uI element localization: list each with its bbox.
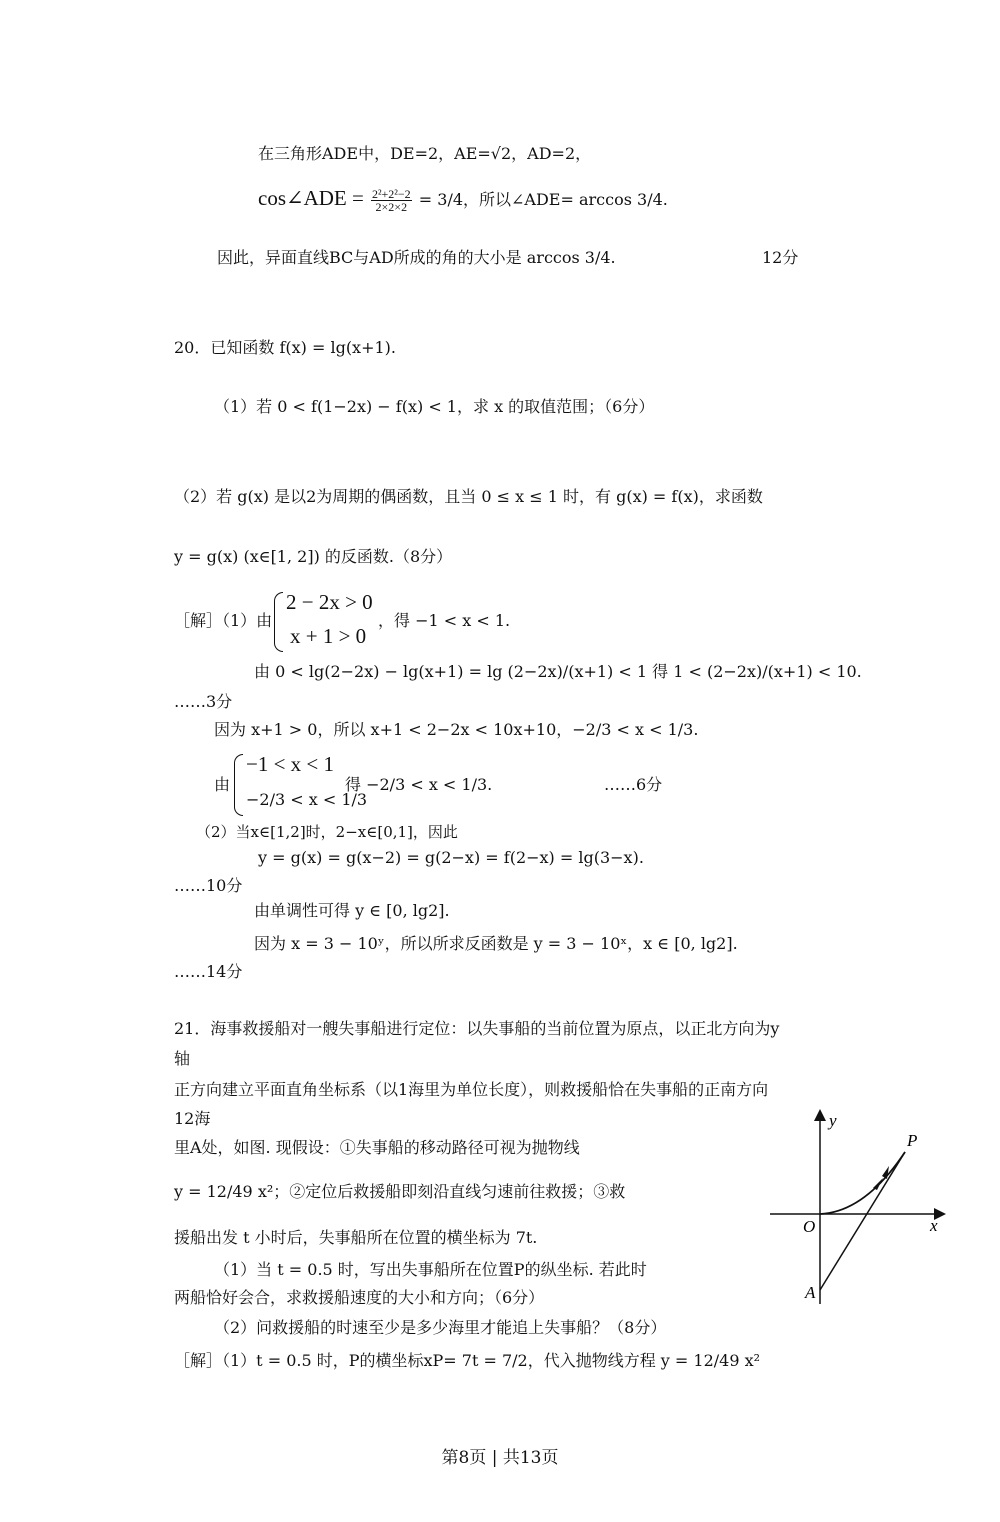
system-eq: −1 < x < 1 [246, 752, 335, 776]
formula: = 3/4，所以∠ADE= arccos 3/4. [418, 190, 668, 209]
text-line: （1）若 0 < f(1−2x) − f(x) < 1，求 x 的取值范围；（6分） [214, 397, 655, 416]
system-eq: x + 1 > 0 [290, 624, 367, 648]
score: ……6分 [604, 775, 663, 794]
coordinate-figure [765, 1108, 955, 1308]
page-footer: 第8页 | 共13页 [441, 1448, 559, 1468]
parabola-curve [820, 1152, 905, 1214]
text-line: ［解］（1）由 [174, 611, 273, 630]
text-line: ，得 −1 < x < 1. [378, 611, 511, 630]
system-eq: −2/3 < x < 1/3 [246, 790, 368, 809]
point-a-label: A [805, 1283, 816, 1302]
origin-label: O [803, 1217, 816, 1236]
score: ……14分 [174, 962, 243, 981]
text-line: y = g(x) (x∈[1, 2]) 的反函数.（8分） [174, 547, 453, 566]
formula: cos∠ADE = [258, 186, 364, 210]
problem-title: 20．已知函数 f(x) = lg(x+1). [174, 338, 396, 357]
text-line: 由 [214, 775, 231, 794]
text-line: （2）若 g(x) 是以2为周期的偶函数，且当 0 ≤ x ≤ 1 时，有 g(x) = f(x)，求函数 [174, 487, 763, 506]
score: ……10分 [174, 876, 243, 895]
text-line: y = g(x) = g(x−2) = g(2−x) = f(2−x) = lg(3−x). [258, 848, 644, 867]
text-line: 援船出发 t 小时后，失事船所在位置的横坐标为 7t. [174, 1228, 538, 1247]
text-line: 由单调性可得 y ∈ [0, lg2]. [254, 901, 450, 920]
text-line: 得 −2/3 < x < 1/3. [345, 775, 493, 794]
fraction: $\frac{\text{2²+2²−2}}{2\times 2\times 2}$ [371, 187, 411, 214]
text-line: 里A处，如图. 现假设：①失事船的移动路径可视为抛物线 [174, 1138, 580, 1157]
text-line: 由 0 < lg(2−2x) − lg(x+1) = lg (2−2x)/(x+1) < 1 得 1 < (2−2x)/(x+1) < 10. [254, 662, 862, 681]
x-label: x [930, 1216, 938, 1235]
arrow-head [882, 1166, 889, 1179]
text-line [258, 188, 668, 213]
rescue-path [820, 1152, 905, 1290]
problem-title: 21．海事救援船对一艘失事船进行定位：以失事船的当前位置为原点，以正北方向为y [174, 1019, 780, 1038]
arrow-head [873, 1178, 883, 1190]
point-p-label: P [907, 1131, 918, 1150]
text-line: ［解］（1）t = 0.5 时，P的横坐标xP= 7t = 7/2，代入抛物线方程 y = 12/49 x² [174, 1351, 761, 1370]
brace [234, 754, 243, 816]
text-line: （2）问救援船的时速至少是多少海里才能追上失事船？（8分） [214, 1318, 667, 1337]
score: 12分 [762, 248, 799, 267]
text-line: 轴 [174, 1049, 191, 1068]
text-line: 因为 x = 3 − 10ʸ，所以所求反函数是 y = 3 − 10ˣ，x ∈ [0, lg2]. [254, 934, 738, 953]
text-line: 因为 x+1 > 0，所以 x+1 < 2−2x < 10x+10，−2/3 < x < 1/3. [214, 720, 699, 739]
score: ……3分 [174, 692, 233, 711]
text-line: 两船恰好会合，求救援船速度的大小和方向；（6分） [174, 1288, 545, 1307]
text-line: 12海 [174, 1109, 211, 1128]
system-eq: 2 − 2x > 0 [286, 590, 373, 614]
text-line: 在三角形ADE中，DE=2，AE=√2，AD=2， [258, 144, 592, 163]
text-line: 因此，异面直线BC与AD所成的角的大小是 arccos 3/4. [217, 248, 616, 267]
text-line: （1）当 t = 0.5 时，写出失事船所在位置P的纵坐标. 若此时 [214, 1260, 647, 1279]
text-line: y = 12/49 x²；②定位后救援船即刻沿直线匀速前往救援；③救 [174, 1182, 626, 1201]
brace [274, 592, 283, 652]
y-label: y [829, 1111, 837, 1130]
text-line: （2）当x∈[1,2]时，2−x∈[0,1]，因此 [196, 823, 458, 841]
text-line: 正方向建立平面直角坐标系（以1海里为单位长度），则救援船恰在失事船的正南方向 [174, 1080, 769, 1099]
